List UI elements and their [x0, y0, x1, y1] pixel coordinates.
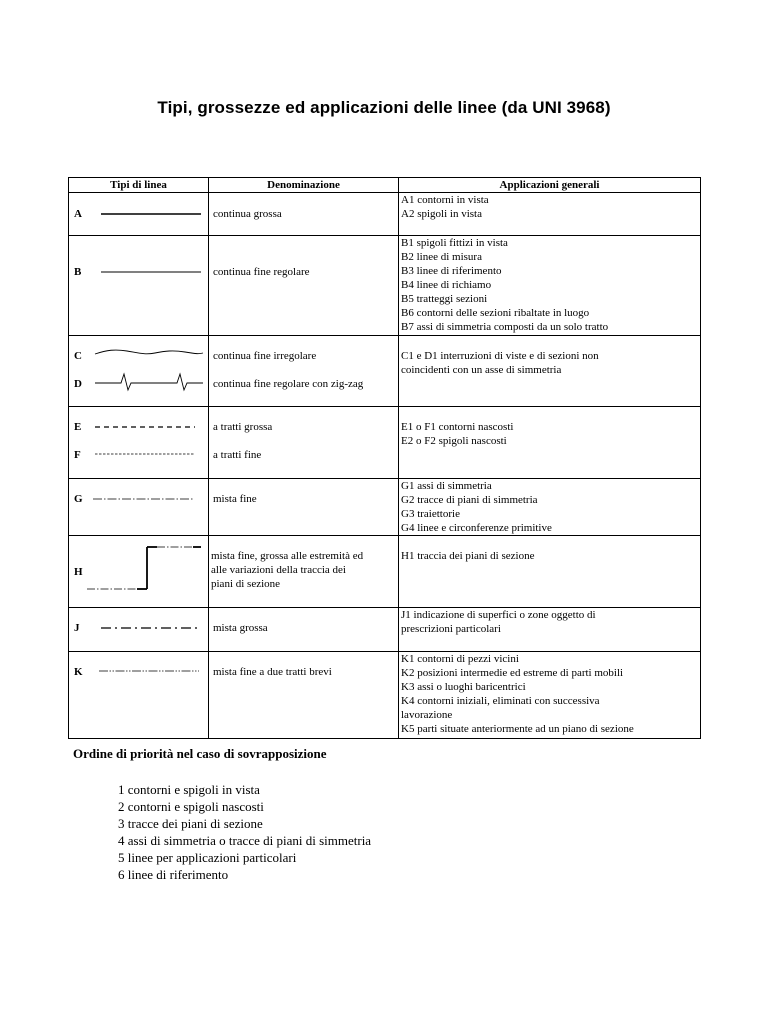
line-name: mista fine, grossa alle estremità ed: [211, 550, 364, 562]
application-item: K3 assi o luoghi baricentrici: [401, 681, 526, 693]
application-item: prescrizioni particolari: [401, 623, 501, 635]
line-name: mista fine: [213, 493, 257, 505]
line-sample-cell: [69, 608, 209, 652]
line-sample-double-dashed-chain-thin: [97, 667, 201, 675]
line-name: a tratti fine: [213, 449, 262, 461]
applications-cell: [399, 479, 701, 536]
priority-item: 4 assi di simmetria o tracce di piani di simmetria: [118, 833, 372, 848]
application-item: G1 assi di simmetria: [401, 480, 492, 492]
line-letter: B: [74, 266, 82, 278]
line-sample-zigzag-thin: [93, 366, 205, 394]
application-item: G3 traiettorie: [401, 508, 460, 520]
line-sample-continuous-thick: [99, 210, 203, 218]
application-item: G4 linee e circonferenze primitive: [401, 522, 552, 534]
header-applications: Applicazioni generali: [399, 178, 701, 193]
line-sample-dashed-thick: [93, 423, 197, 431]
application-item: K4 contorni iniziali, eliminati con successiva: [401, 695, 600, 707]
line-sample-cell: [69, 536, 209, 608]
line-types-table: [68, 177, 701, 739]
applications-cell: [399, 193, 701, 236]
line-letter: D: [74, 378, 82, 390]
line-sample-cell: [69, 407, 209, 479]
applications-cell: [399, 407, 701, 479]
line-name: continua fine irregolare: [213, 350, 317, 362]
line-name-cell: [209, 407, 399, 479]
line-name-cell: [209, 479, 399, 536]
line-sample-cell: [69, 652, 209, 739]
table-row: [69, 652, 701, 739]
application-item: B7 assi di simmetria composti da un solo tratto: [401, 321, 609, 333]
table-row: [69, 479, 701, 536]
line-letter: H: [74, 566, 83, 578]
line-letter: A: [74, 208, 82, 220]
application-item: K2 posizioni intermedie ed estreme di parti mobili: [401, 667, 624, 679]
line-sample-chain-thick: [99, 624, 203, 632]
line-sample-chain-thin: [91, 495, 195, 503]
application-item: coincidenti con un asse di simmetria: [401, 364, 562, 376]
line-name-cell: [209, 608, 399, 652]
application-item: C1 e D1 interruzioni di viste e di sezioni non: [401, 350, 599, 362]
line-sample-cell: [69, 479, 209, 536]
table-row: [69, 608, 701, 652]
line-name: continua grossa: [213, 208, 282, 220]
page-title: Tipi, grossezze ed applicazioni delle linee (da UNI 3968): [157, 98, 611, 117]
priority-item: 2 contorni e spigoli nascosti: [118, 799, 264, 814]
application-item: G2 tracce di piani di simmetria: [401, 494, 538, 506]
priority-item: 1 contorni e spigoli in vista: [118, 782, 260, 797]
line-sample-continuous-thin: [99, 268, 203, 276]
line-letter: E: [74, 421, 82, 433]
application-item: B1 spigoli fittizi in vista: [401, 237, 508, 249]
line-name: alle variazioni della traccia dei: [211, 564, 346, 576]
line-sample-freehand-thin: [93, 345, 205, 361]
line-name-cell: [209, 236, 399, 336]
application-item: B4 linee di richiamo: [401, 279, 492, 291]
table-row: [69, 336, 701, 407]
line-name: continua fine regolare: [213, 266, 310, 278]
line-name: a tratti grossa: [213, 421, 273, 433]
application-item: B3 linee di riferimento: [401, 265, 502, 277]
applications-cell: [399, 608, 701, 652]
priority-item: 3 tracce dei piani di sezione: [118, 816, 263, 831]
line-name-cell: [209, 336, 399, 407]
application-item: lavorazione: [401, 709, 453, 721]
line-name: mista fine a due tratti brevi: [213, 666, 332, 678]
line-letter: G: [74, 493, 83, 505]
priority-item: 6 linee di riferimento: [118, 867, 229, 882]
table-row: [69, 536, 701, 608]
application-item: B2 linee di misura: [401, 251, 482, 263]
application-item: K1 contorni di pezzi vicini: [401, 653, 519, 665]
application-item: E2 o F2 spigoli nascosti: [401, 435, 507, 447]
application-item: A1 contorni in vista: [401, 194, 489, 206]
applications-cell: [399, 336, 701, 407]
header-name: Denominazione: [209, 178, 399, 193]
application-item: K5 parti situate anteriormente ad un piano di sezione: [401, 723, 634, 735]
line-letter: F: [74, 449, 81, 461]
line-name: continua fine regolare con zig-zag: [213, 378, 364, 390]
application-item: H1 traccia dei piani di sezione: [401, 550, 535, 562]
table-row: [69, 407, 701, 479]
header-line-type: Tipi di linea: [69, 178, 209, 193]
line-sample-cell: [69, 336, 209, 407]
line-name: piani di sezione: [211, 578, 281, 590]
line-name-cell: [209, 652, 399, 739]
application-item: J1 indicazione di superfici o zone oggetto di: [401, 609, 596, 621]
priority-list: [118, 781, 371, 883]
applications-cell: [399, 652, 701, 739]
priority-title: Ordine di priorità nel caso di sovrapposizione: [73, 746, 327, 761]
application-item: B5 tratteggi sezioni: [401, 293, 488, 305]
priority-item: 5 linee per applicazioni particolari: [118, 850, 297, 865]
line-sample-cell: [69, 193, 209, 236]
line-letter: C: [74, 350, 82, 362]
line-name: mista grossa: [213, 622, 268, 634]
table-row: [69, 193, 701, 236]
line-name-cell: [209, 193, 399, 236]
application-item: E1 o F1 contorni nascosti: [401, 421, 514, 433]
applications-cell: [399, 236, 701, 336]
line-sample-chain-thin-thick-ends: [85, 543, 205, 599]
line-letter: J: [74, 622, 80, 634]
line-sample-cell: [69, 236, 209, 336]
table-row: [69, 236, 701, 336]
line-sample-dashed-thin: [93, 450, 197, 458]
line-letter: K: [74, 666, 83, 678]
line-name-cell: [209, 536, 399, 608]
applications-cell: [399, 536, 701, 608]
table-header-row: [69, 178, 701, 193]
application-item: B6 contorni delle sezioni ribaltate in luogo: [401, 307, 590, 319]
application-item: A2 spigoli in vista: [401, 208, 482, 220]
